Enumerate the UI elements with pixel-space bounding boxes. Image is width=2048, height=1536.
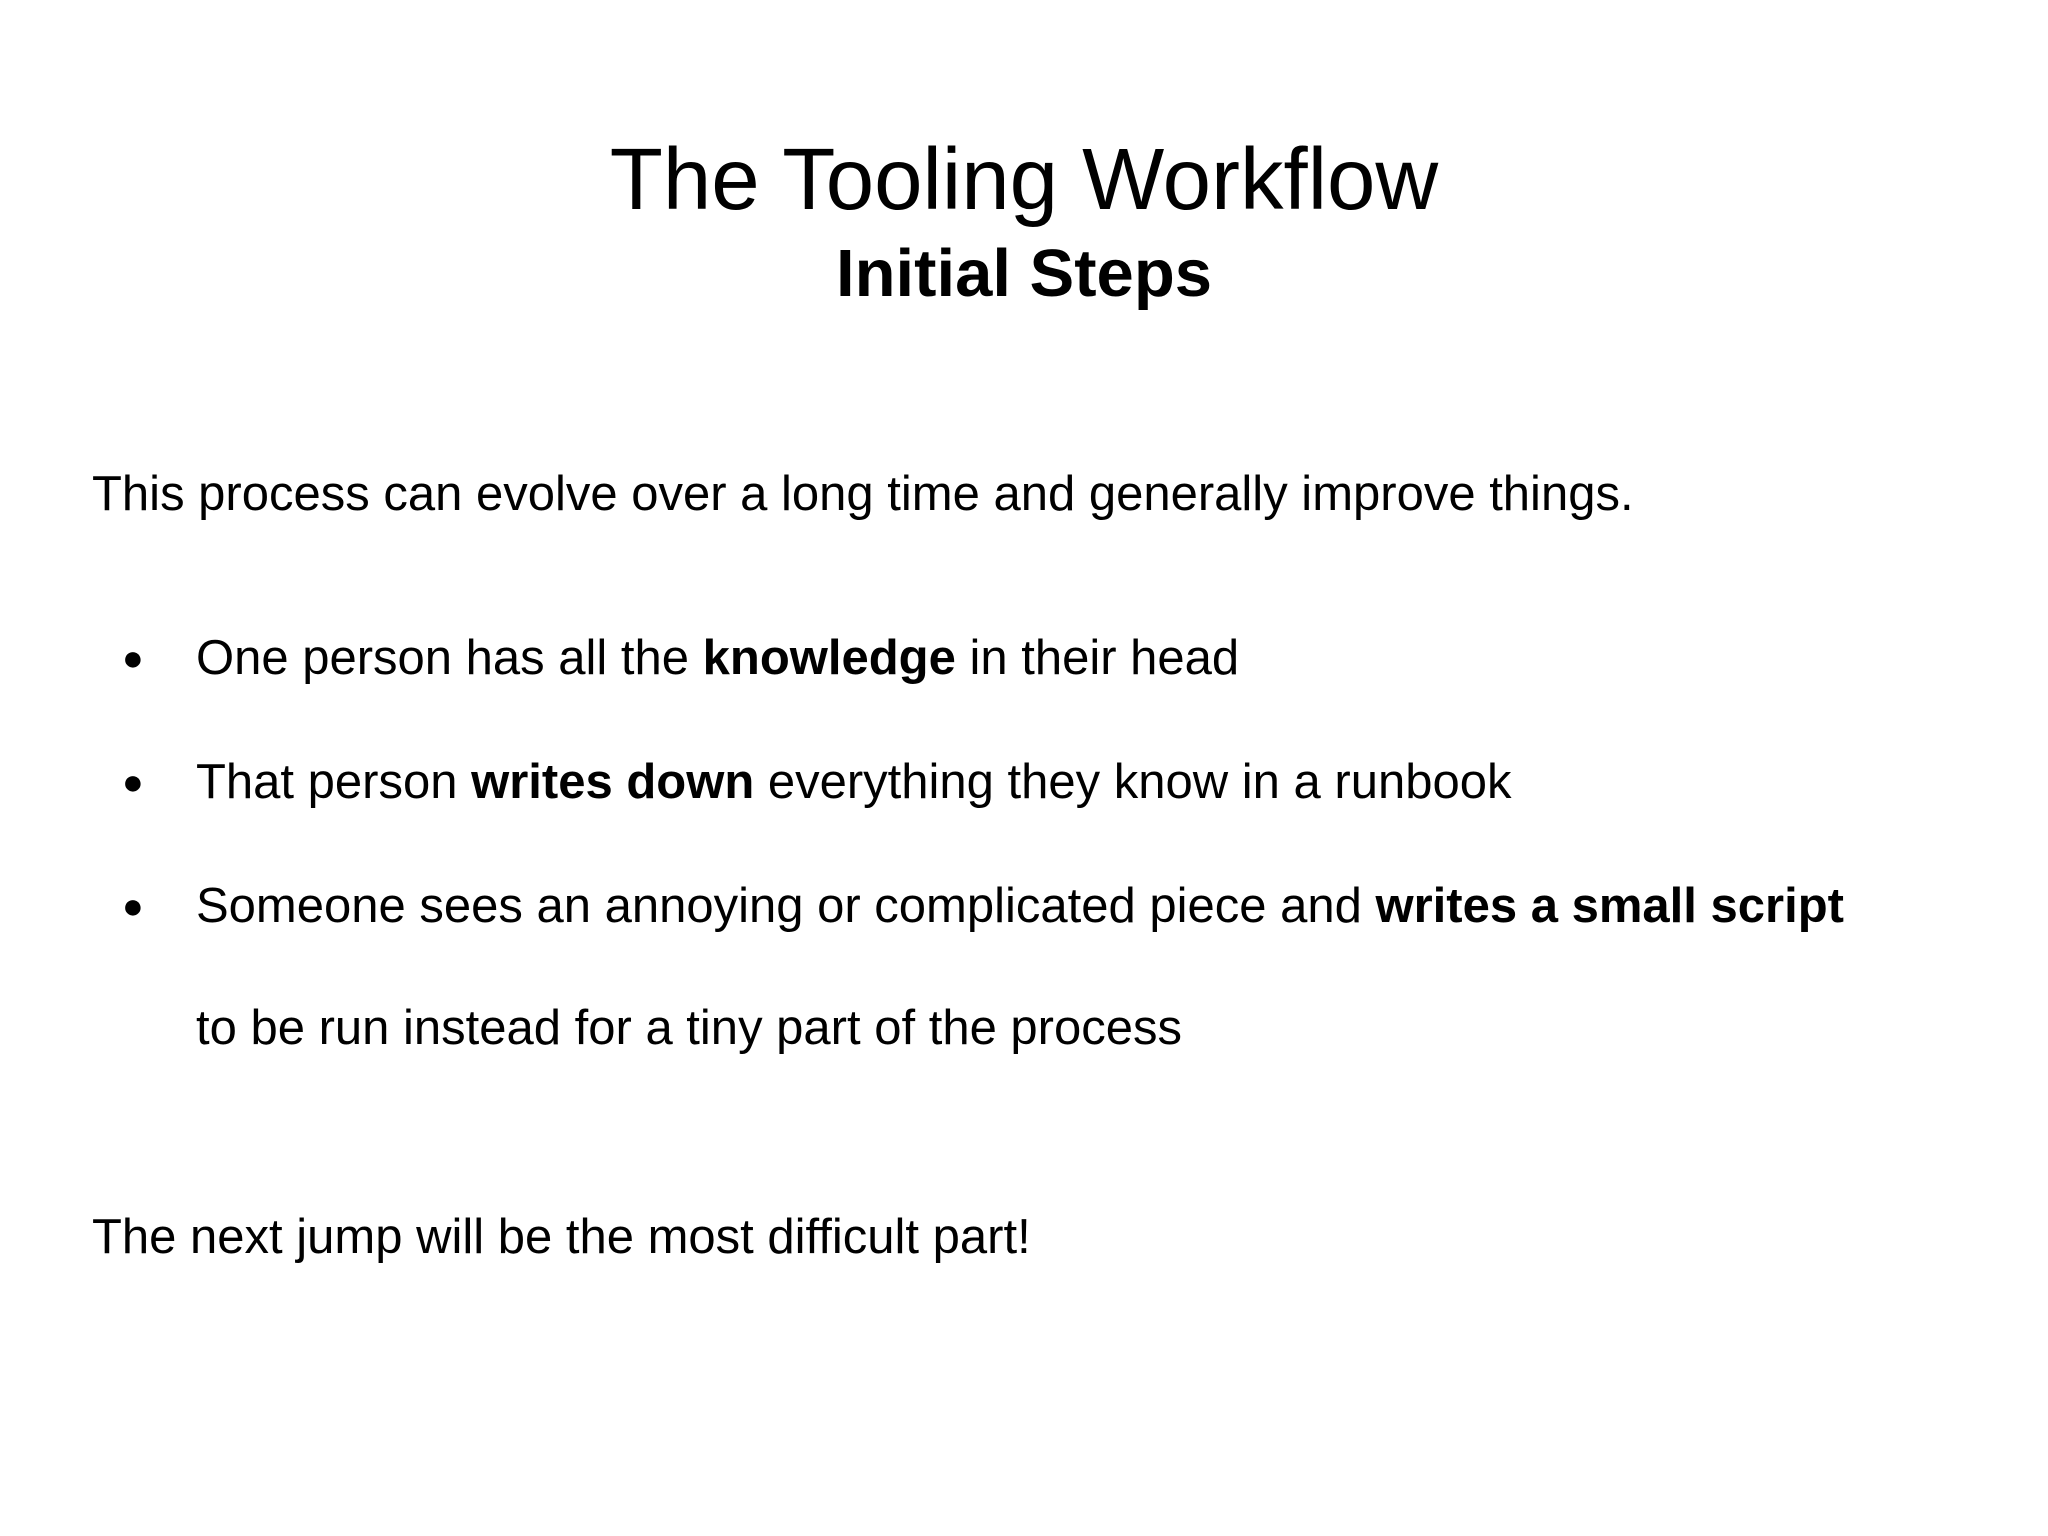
outro-text: The next jump will be the most difficult part! — [92, 1210, 1031, 1264]
bullet-text — [196, 752, 1511, 812]
bullet-text-end: in their head — [955, 631, 1240, 685]
bullet-dot-icon: ● — [122, 885, 144, 926]
bullet-text-start: That person — [196, 755, 472, 809]
bullet-bold-text: knowledge — [702, 631, 956, 685]
bullet-bold-text: writes a small script — [1375, 879, 1844, 933]
slide-title: The Tooling Workflow — [609, 131, 1439, 228]
bullet-bold-text: writes down — [471, 755, 755, 809]
bullet-text-start: Someone sees an annoying or complicated piece and — [196, 879, 1376, 933]
slide-subtitle: Initial Steps — [835, 236, 1213, 311]
bullet-dot-icon: ● — [122, 637, 144, 678]
bullet-text — [196, 628, 1239, 688]
bullet-continuation-text: to be run instead for a tiny part of the process — [196, 1001, 1183, 1055]
intro-text: This process can evolve over a long time and generally improve things. — [92, 467, 1634, 521]
bullet-text-end: everything they know in a runbook — [754, 755, 1512, 809]
bullet-dot-icon: ● — [122, 761, 144, 802]
bullet-text-start: One person has all the — [196, 631, 703, 685]
bullet-text — [196, 876, 1844, 936]
